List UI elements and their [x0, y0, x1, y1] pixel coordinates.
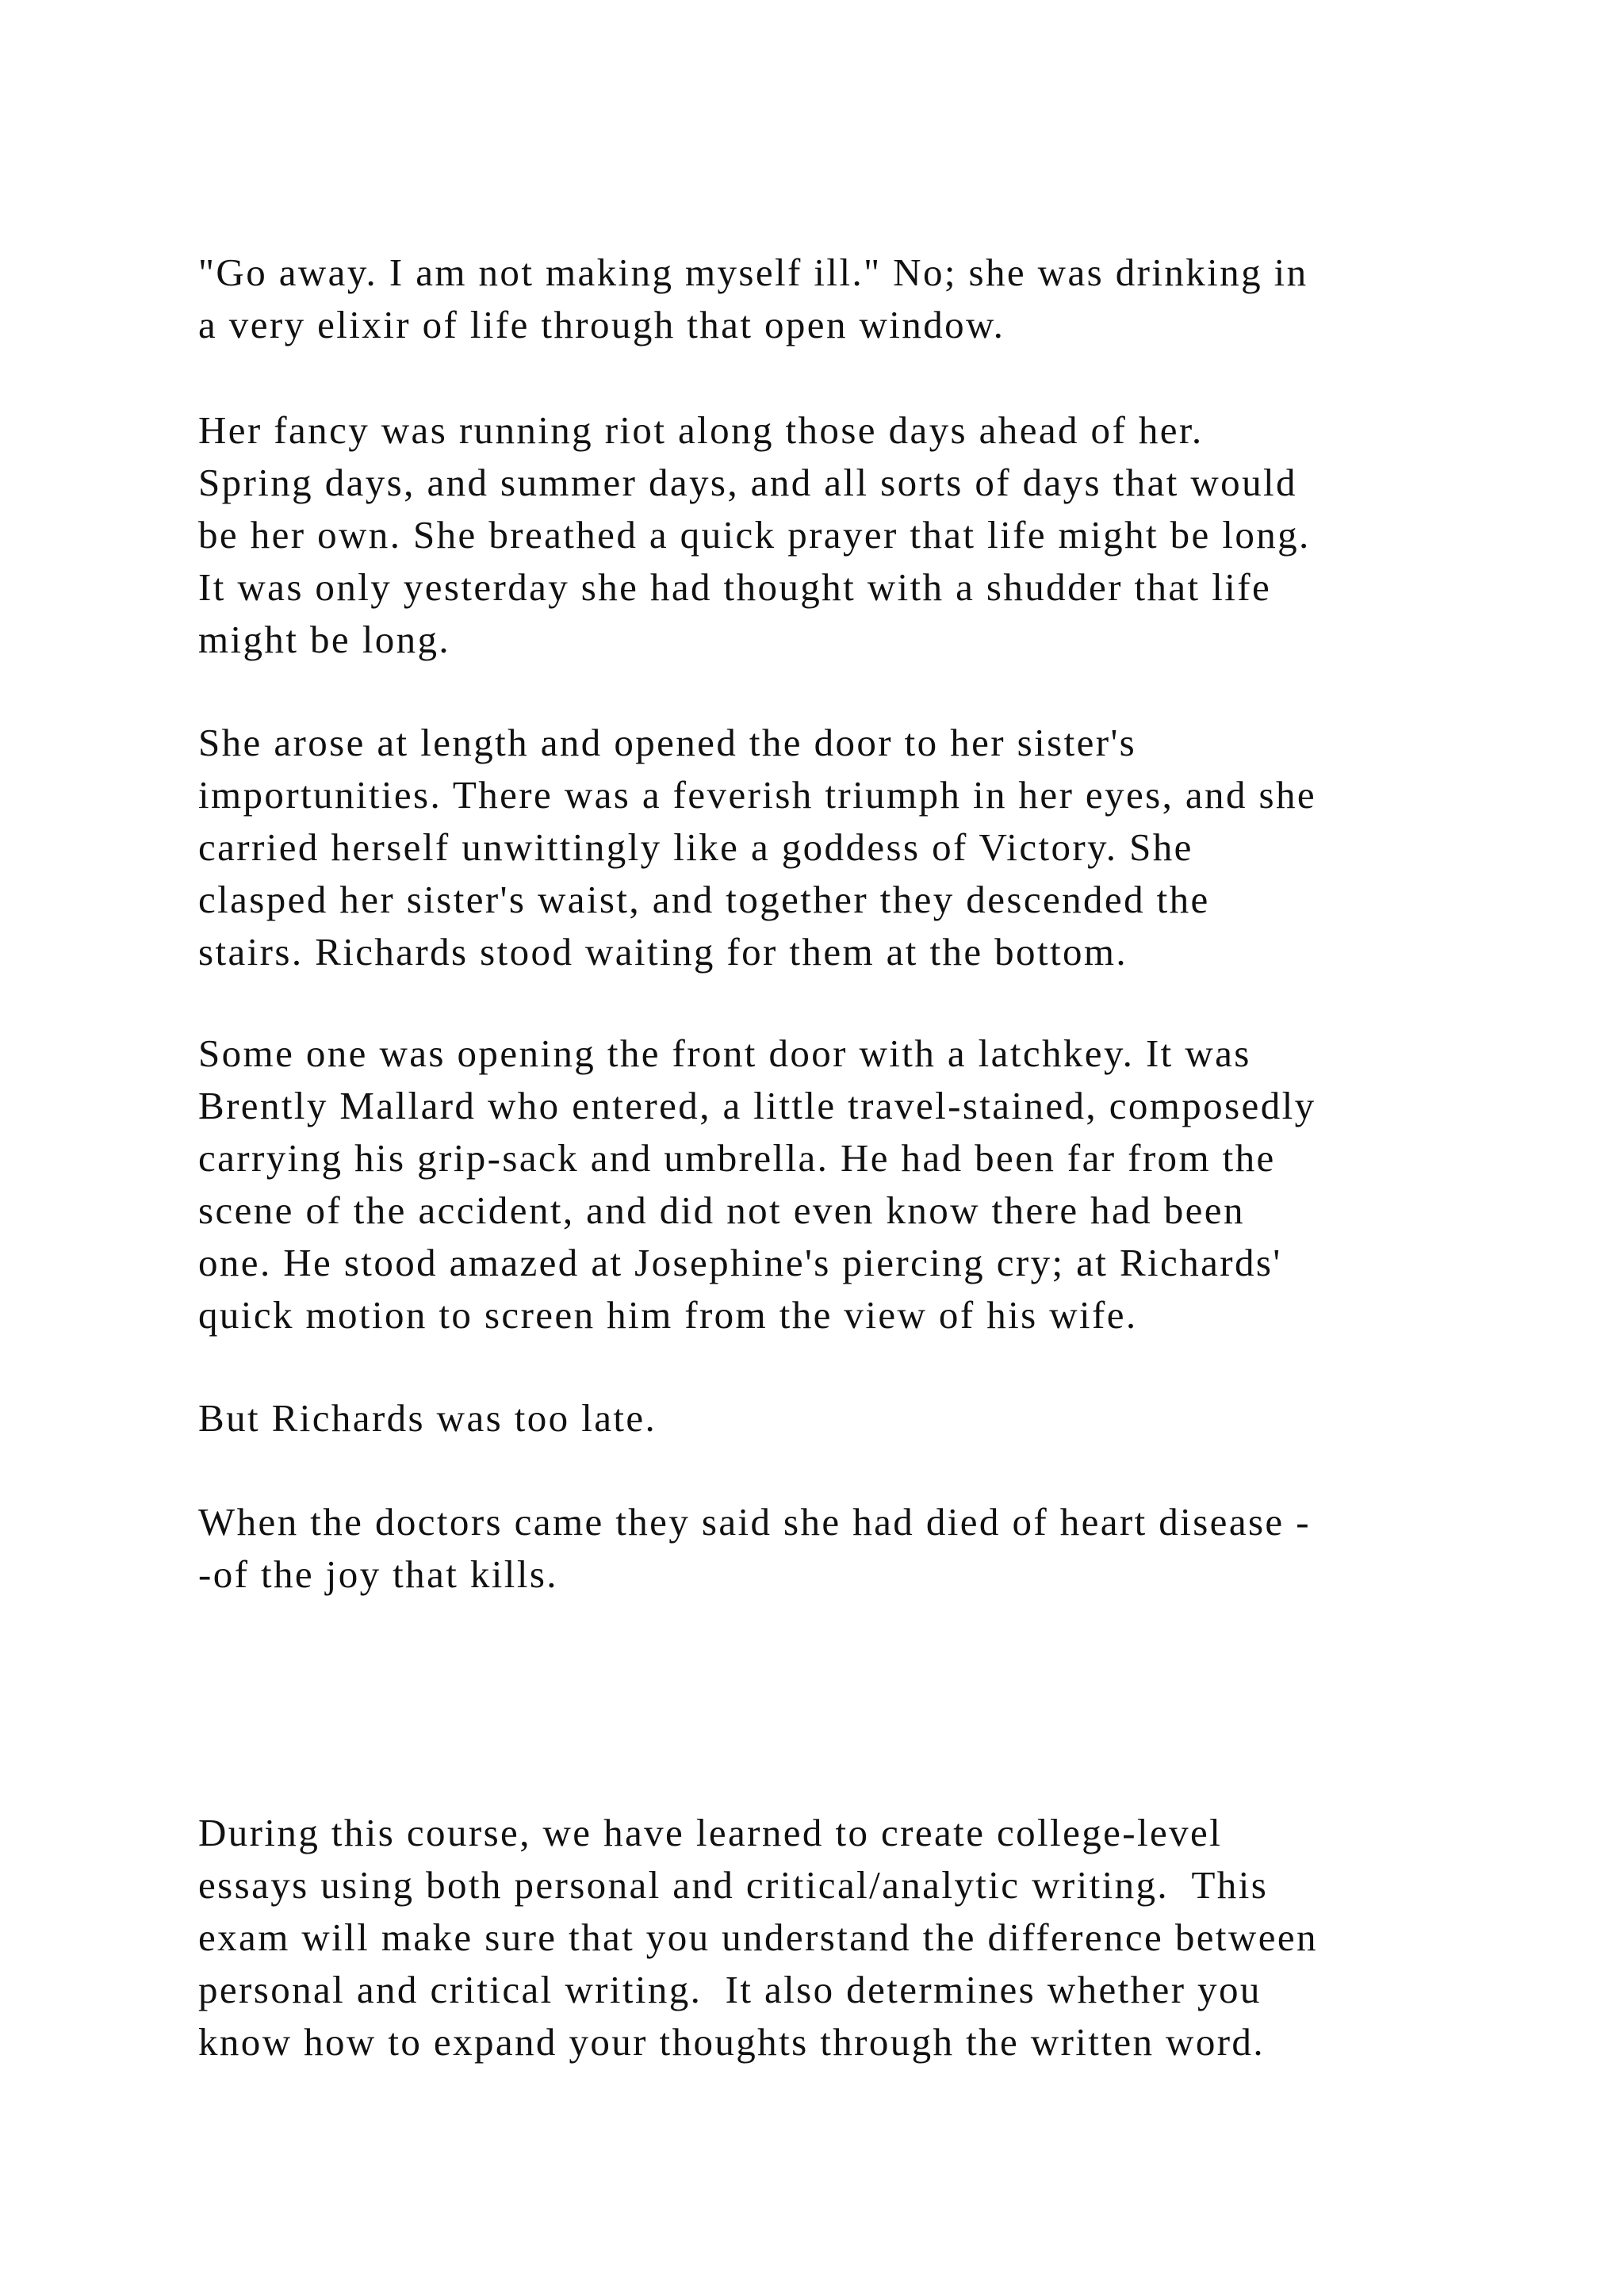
text-line: one. He stood amazed at Josephine's piercing cry; at Richards'	[198, 1241, 1282, 1284]
text-line: carried herself unwittingly like a goddess of Victory. She	[198, 825, 1193, 869]
text-line: She arose at length and opened the door to her sister's	[198, 721, 1137, 764]
text-line: Spring days, and summer days, and all sorts of days that would	[198, 461, 1297, 504]
text-line: clasped her sister's waist, and together they descended the	[198, 878, 1210, 921]
text-line: During this course, we have learned to create college-level	[198, 1811, 1223, 1854]
paragraph-window-elixir	[198, 247, 1546, 351]
text-line: But Richards was too late.	[198, 1396, 657, 1440]
text-line: scene of the accident, and did not even know there had been	[198, 1188, 1245, 1232]
paragraph-too-late	[198, 1392, 1546, 1445]
text-line: When the doctors came they said she had died of heart disease -	[198, 1500, 1311, 1544]
text-line: quick motion to screen him from the view of his wife.	[198, 1293, 1138, 1337]
text-line: essays using both personal and critical/analytic writing. This	[198, 1863, 1269, 1907]
text-line: know how to expand your thoughts through the written word.	[198, 2020, 1265, 2064]
text-line: a very elixir of life through that open window.	[198, 303, 1005, 346]
text-line: exam will make sure that you understand the difference between	[198, 1915, 1318, 1959]
text-line: -of the joy that kills.	[198, 1552, 558, 1596]
paragraph-descending-stairs	[198, 717, 1546, 978]
paragraph-course-exam-instructions	[198, 1807, 1546, 2068]
paragraph-brently-enters	[198, 1027, 1546, 1341]
text-line: carrying his grip-sack and umbrella. He had been far from the	[198, 1136, 1276, 1180]
text-line: be her own. She breathed a quick prayer that life might be long.	[198, 513, 1311, 557]
text-line: stairs. Richards stood waiting for them at the bottom.	[198, 930, 1128, 974]
text-line: Some one was opening the front door with a latchkey. It was	[198, 1031, 1251, 1075]
text-line: It was only yesterday she had thought with a shudder that life	[198, 565, 1272, 609]
text-line: importunities. There was a feverish triumph in her eyes, and she	[198, 773, 1317, 817]
paragraph-joy-that-kills	[198, 1496, 1546, 1601]
text-line: "Go away. I am not making myself ill." No; she was drinking in	[198, 251, 1308, 294]
text-line: Her fancy was running riot along those days ahead of her.	[198, 408, 1204, 452]
text-line: Brently Mallard who entered, a little travel-stained, composedly	[198, 1084, 1316, 1127]
paragraph-fancy-running-riot	[198, 404, 1546, 666]
text-line: might be long.	[198, 618, 451, 661]
text-line: personal and critical writing. It also determines whether you	[198, 1968, 1262, 2011]
